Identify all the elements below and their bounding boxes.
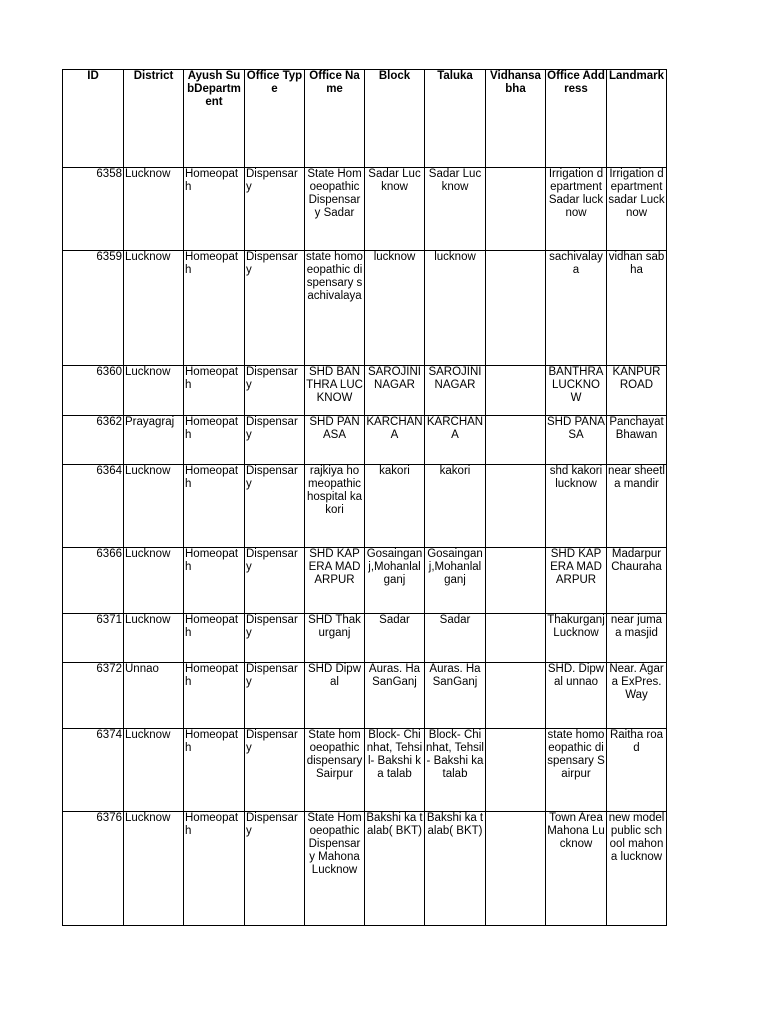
- header-row: [63, 70, 667, 168]
- header-office-type: Office Type: [245, 70, 305, 168]
- cell-office-name: State Homoeopathic Dispensary Sadar: [305, 168, 365, 251]
- cell-taluka: kakori: [425, 465, 486, 548]
- cell-office-address: BANTHRA LUCKNOW: [546, 366, 607, 416]
- cell-block: Sadar: [365, 614, 425, 663]
- cell-id: 6362: [63, 416, 124, 465]
- cell-office-type: Dispensary: [245, 729, 305, 812]
- header-office-name: Office Name: [305, 70, 365, 168]
- cell-block: Gosainganj,Mohanlalganj: [365, 548, 425, 614]
- cell-block: SAROJINI NAGAR: [365, 366, 425, 416]
- cell-vidhansabha: [486, 465, 546, 548]
- header-office-address: Office Address: [546, 70, 607, 168]
- table-row: [63, 366, 667, 416]
- cell-office-name: SHD BANTHRA LUCKNOW: [305, 366, 365, 416]
- cell-ayush-subdepartment: Homeopath: [184, 168, 245, 251]
- cell-block: Sadar Lucknow: [365, 168, 425, 251]
- cell-office-name: SHD PANASA: [305, 416, 365, 465]
- cell-ayush-subdepartment: Homeopath: [184, 812, 245, 926]
- cell-office-address: Thakurganj Lucknow: [546, 614, 607, 663]
- cell-landmark: vidhan sabha: [607, 251, 667, 366]
- cell-id: 6366: [63, 548, 124, 614]
- cell-office-address: sachivalaya: [546, 251, 607, 366]
- cell-district: Lucknow: [124, 251, 184, 366]
- cell-office-address: state homoeopathic dispensary Sairpur: [546, 729, 607, 812]
- cell-taluka: Bakshi ka talab( BKT): [425, 812, 486, 926]
- cell-district: Lucknow: [124, 366, 184, 416]
- cell-ayush-subdepartment: Homeopath: [184, 614, 245, 663]
- cell-office-address: SHD KAPERA MADARPUR: [546, 548, 607, 614]
- cell-id: 6364: [63, 465, 124, 548]
- cell-vidhansabha: [486, 548, 546, 614]
- cell-id: 6374: [63, 729, 124, 812]
- cell-landmark: new model public school mahona lucknow: [607, 812, 667, 926]
- cell-vidhansabha: [486, 663, 546, 729]
- cell-office-type: Dispensary: [245, 366, 305, 416]
- cell-office-address: shd kakori lucknow: [546, 465, 607, 548]
- cell-office-type: Dispensary: [245, 812, 305, 926]
- cell-ayush-subdepartment: Homeopath: [184, 465, 245, 548]
- cell-block: KARCHANA: [365, 416, 425, 465]
- cell-ayush-subdepartment: Homeopath: [184, 366, 245, 416]
- cell-office-name: State homoeopathic dispensary Sairpur: [305, 729, 365, 812]
- cell-office-type: Dispensary: [245, 548, 305, 614]
- cell-id: 6371: [63, 614, 124, 663]
- header-ayush-subdepartment: Ayush SubDepartment: [184, 70, 245, 168]
- cell-district: Unnao: [124, 663, 184, 729]
- cell-office-type: Dispensary: [245, 416, 305, 465]
- cell-landmark: KANPUR ROAD: [607, 366, 667, 416]
- cell-vidhansabha: [486, 729, 546, 812]
- cell-district: Prayagraj: [124, 416, 184, 465]
- cell-district: Lucknow: [124, 729, 184, 812]
- cell-taluka: Sadar Lucknow: [425, 168, 486, 251]
- cell-office-type: Dispensary: [245, 251, 305, 366]
- cell-ayush-subdepartment: Homeopath: [184, 251, 245, 366]
- table-row: [63, 548, 667, 614]
- table-row: [63, 614, 667, 663]
- header-district: District: [124, 70, 184, 168]
- cell-office-type: Dispensary: [245, 168, 305, 251]
- table-row: [63, 465, 667, 548]
- cell-block: lucknow: [365, 251, 425, 366]
- cell-office-name: SHD Dipwal: [305, 663, 365, 729]
- cell-office-name: SHD KAPERA MADARPUR: [305, 548, 365, 614]
- cell-ayush-subdepartment: Homeopath: [184, 416, 245, 465]
- cell-taluka: lucknow: [425, 251, 486, 366]
- cell-ayush-subdepartment: Homeopath: [184, 548, 245, 614]
- cell-id: 6358: [63, 168, 124, 251]
- cell-office-type: Dispensary: [245, 663, 305, 729]
- cell-district: Lucknow: [124, 614, 184, 663]
- table-row: [63, 416, 667, 465]
- table-row: [63, 168, 667, 251]
- cell-id: 6359: [63, 251, 124, 366]
- cell-office-name: rajkiya homeopathic hospital kakori: [305, 465, 365, 548]
- cell-office-address: Irrigation department Sadar lucknow: [546, 168, 607, 251]
- office-table: [62, 69, 667, 926]
- table-row: [63, 251, 667, 366]
- cell-landmark: Madarpur Chauraha: [607, 548, 667, 614]
- cell-taluka: KARCHANA: [425, 416, 486, 465]
- cell-office-name: State Homoeopathic Dispensary Mahona Lucknow: [305, 812, 365, 926]
- cell-taluka: Gosainganj,Mohanlalganj: [425, 548, 486, 614]
- cell-vidhansabha: [486, 416, 546, 465]
- cell-block: Auras. HaSanGanj: [365, 663, 425, 729]
- cell-landmark: Panchayat Bhawan: [607, 416, 667, 465]
- cell-taluka: Block- Chinhat, Tehsil- Bakshi ka talab: [425, 729, 486, 812]
- cell-landmark: Irrigation department sadar Lucknow: [607, 168, 667, 251]
- header-taluka: Taluka: [425, 70, 486, 168]
- header-id: ID: [63, 70, 124, 168]
- cell-ayush-subdepartment: Homeopath: [184, 729, 245, 812]
- cell-office-address: Town Area Mahona Lucknow: [546, 812, 607, 926]
- table-row: [63, 812, 667, 926]
- cell-district: Lucknow: [124, 168, 184, 251]
- cell-ayush-subdepartment: Homeopath: [184, 663, 245, 729]
- cell-vidhansabha: [486, 366, 546, 416]
- table-row: [63, 663, 667, 729]
- header-vidhansabha: Vidhansabha: [486, 70, 546, 168]
- cell-vidhansabha: [486, 251, 546, 366]
- cell-district: Lucknow: [124, 812, 184, 926]
- cell-vidhansabha: [486, 614, 546, 663]
- cell-landmark: near jumaa masjid: [607, 614, 667, 663]
- cell-district: Lucknow: [124, 548, 184, 614]
- cell-office-type: Dispensary: [245, 614, 305, 663]
- cell-taluka: Auras. HaSanGanj: [425, 663, 486, 729]
- header-block: Block: [365, 70, 425, 168]
- cell-id: 6360: [63, 366, 124, 416]
- cell-district: Lucknow: [124, 465, 184, 548]
- cell-block: Block- Chinhat, Tehsil- Bakshi ka talab: [365, 729, 425, 812]
- cell-id: 6376: [63, 812, 124, 926]
- cell-office-type: Dispensary: [245, 465, 305, 548]
- cell-landmark: near sheetla mandir: [607, 465, 667, 548]
- cell-taluka: Sadar: [425, 614, 486, 663]
- header-landmark: Landmark: [607, 70, 667, 168]
- cell-office-address: SHD. Dipwal unnao: [546, 663, 607, 729]
- cell-office-address: SHD PANASA: [546, 416, 607, 465]
- cell-taluka: SAROJINI NAGAR: [425, 366, 486, 416]
- cell-block: kakori: [365, 465, 425, 548]
- table-row: [63, 729, 667, 812]
- cell-id: 6372: [63, 663, 124, 729]
- cell-office-name: state homoeopathic dispensary sachivalaya: [305, 251, 365, 366]
- cell-landmark: Near. Agara ExPres. Way: [607, 663, 667, 729]
- cell-office-name: SHD Thakurganj: [305, 614, 365, 663]
- cell-vidhansabha: [486, 168, 546, 251]
- cell-landmark: Raitha road: [607, 729, 667, 812]
- cell-block: Bakshi ka talab( BKT): [365, 812, 425, 926]
- cell-vidhansabha: [486, 812, 546, 926]
